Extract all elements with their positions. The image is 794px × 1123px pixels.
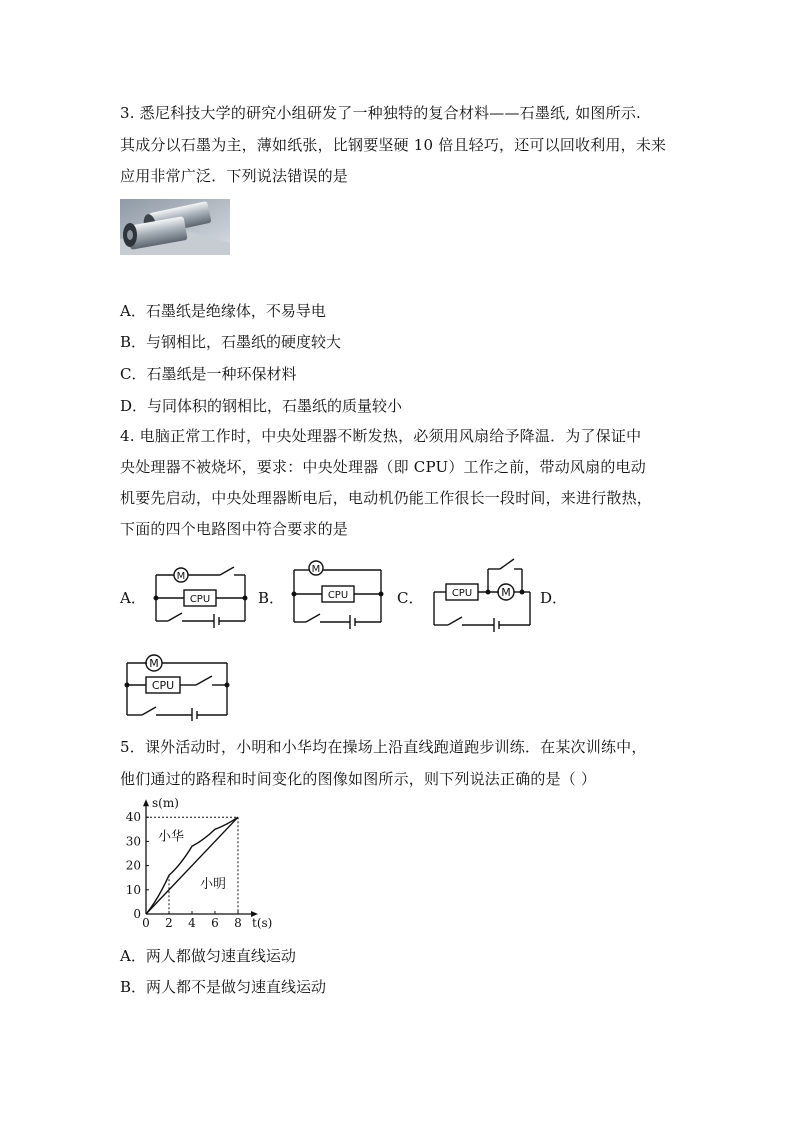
graphite-paper-photo [120,199,230,255]
circuit-diagram-a [150,563,250,631]
q3-option-b: B．与钢相比，石墨纸的硬度较大 [120,333,342,351]
distance-time-chart [116,796,276,932]
circuit-label-d: D． [540,589,568,607]
motor-label: M [176,571,186,582]
circuit-label-b: B． [258,589,285,607]
q4-line-2: 央处理器不被烧坏，要求：中央处理器（即 CPU）工作之前，带动风扇的电动 [120,458,646,476]
switch-icon [220,567,234,575]
y-tick-label: 20 [125,858,141,873]
circuit-diagram-c [430,555,535,635]
q3-line-2: 其成分以石墨为主，薄如纸张，比钢要坚硬 10 倍且轻巧，还可以回收利用，未来 [120,136,667,154]
motor-label: M [501,586,511,599]
x-tick-label: 8 [234,916,242,930]
q4-line-1: 4. 电脑正常工作时，中央处理器不断发热，必须用风扇给予降温．为了保证中 [120,427,642,445]
switch-icon [196,676,212,685]
cpu-label: CPU [151,679,175,692]
motor-label: M [149,657,159,670]
switch-icon [168,613,182,621]
y-axis-arrow [143,799,149,806]
x-tick-label: 6 [211,916,219,930]
q5-option-b: B．两人都不是做匀速直线运动 [120,978,327,996]
q5-line-1: 5．课外活动时，小明和小华均在操场上沿直线跑道跑步训练．在某次训练中， [120,738,647,756]
q3-option-c: C．石墨纸是一种环保材料 [120,365,297,383]
y-tick-label: 10 [125,882,141,897]
switch-icon [306,614,320,622]
q4-line-4: 下面的四个电路图中符合要求的是 [120,520,349,538]
switch-icon [142,707,156,715]
circuit-label-c: C． [397,589,424,607]
cpu-label: CPU [451,588,473,599]
x-tick-label: 4 [188,916,196,930]
x-axis-label: t(s) [252,916,273,930]
y-axis-label: s(m) [152,796,179,811]
y-tick-label: 30 [125,834,141,849]
q4-line-3: 机要先启动，中央处理器断电后，电动机仍能工作很长一段时间，来进行散热， [120,489,653,507]
motor-label: M [311,564,321,575]
series-label-xiaoming: 小明 [200,876,227,892]
series-label-xiaohua: 小华 [158,829,185,845]
q3-line-3: 应用非常广泛．下列说法错误的是 [120,167,349,185]
switch-icon [448,617,462,625]
x-tick-label: 0 [142,916,150,930]
cpu-label: CPU [327,590,349,601]
q3-line-1: 3. 悉尼科技大学的研究小组研发了一种独特的复合材料——石墨纸, 如图所示. [120,104,641,122]
q5-option-a: A．两人都做匀速直线运动 [120,947,296,965]
circuit-label-a: A． [120,589,146,607]
switch-icon [500,559,514,569]
circuit-diagram-b [288,556,388,631]
circuit-diagram-d [120,651,235,721]
origin-label: 0 [133,907,141,921]
x-tick-label: 2 [165,916,173,930]
y-tick-label: 40 [125,810,141,825]
q3-option-a: A．石墨纸是绝缘体，不易导电 [120,302,326,320]
cpu-label: CPU [189,594,211,605]
q5-line-2: 他们通过的路程和时间变化的图像如图所示，则下列说法正确的是（ ） [120,770,597,788]
q3-option-d: D．与同体积的钢相比，石墨纸的质量较小 [120,397,403,415]
